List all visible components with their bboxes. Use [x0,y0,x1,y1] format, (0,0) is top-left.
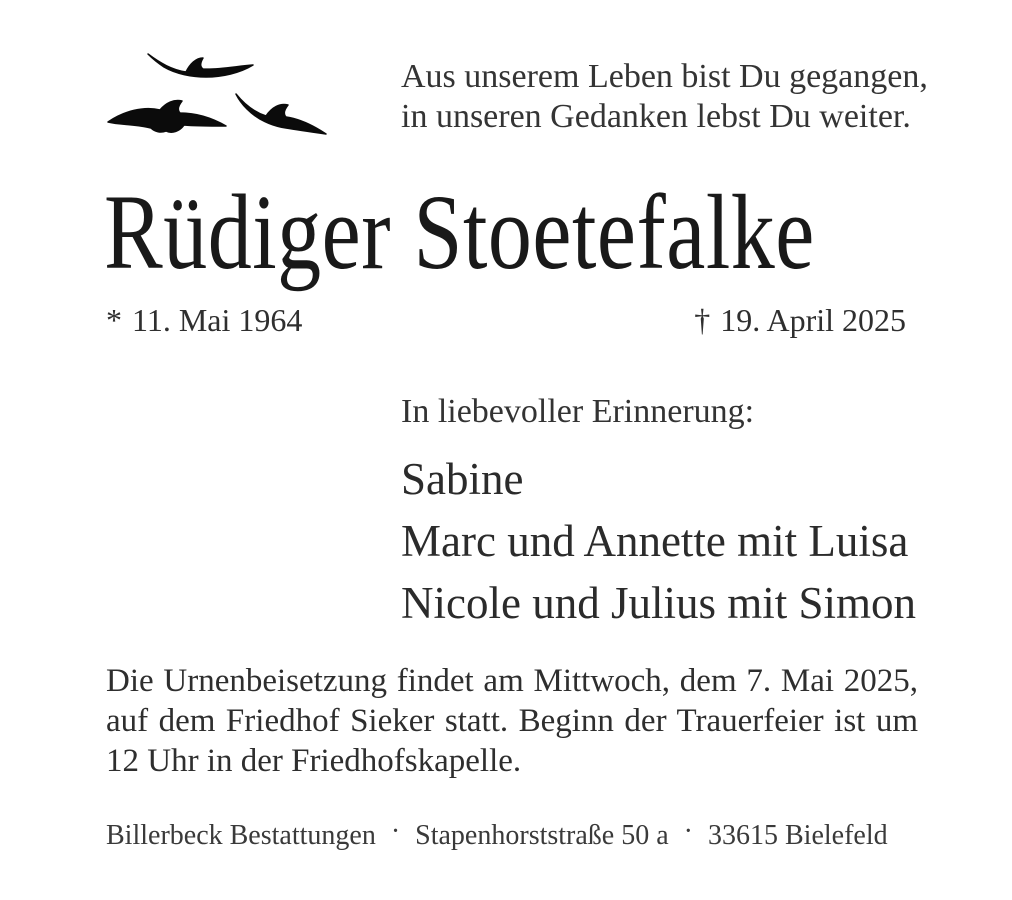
epigraph-line-1: Aus unserem Leben bist Du gegangen, [401,58,928,95]
mourner-line: Marc und Annette mit Luisa [401,516,909,566]
dot-separator: · [390,816,401,847]
mourner-line: Sabine [401,454,524,504]
birth-date-text: 11. Mai 1964 [132,302,303,338]
born-symbol: * [106,302,122,338]
publisher-line [106,816,888,852]
flying-birds-icon [106,46,330,138]
life-dates [106,302,906,339]
funeral-home-name: Billerbeck Bestattungen [106,820,376,851]
memorial-intro: In liebevoller Erinnerung: [401,393,755,430]
funeral-info: Die Urnenbeisetzung findet am Mittwoch, dem 7. Mai 2025, auf dem Friedhof Sieker statt. Beginn der Trauerfeier ist um 12 Uhr in der Friedhofskapelle. [106,663,918,779]
epigraph [401,57,928,137]
publisher-city: 33615 Bielefeld [707,820,888,851]
publisher-address: Stapenhorststraße 50 a [415,820,669,851]
birth-date [106,302,302,339]
memorial-section [401,392,916,634]
cross-symbol: † [694,302,711,338]
death-date-text: 19. April 2025 [720,302,906,338]
epigraph-line-2: in unseren Gedanken lebst Du weiter. [401,98,911,135]
deceased-name: Rüdiger Stoetefalke [104,173,815,293]
mourner-line: Nicole und Julius mit Simon [401,578,917,628]
dot-separator: · [683,816,693,847]
death-date [694,302,906,339]
